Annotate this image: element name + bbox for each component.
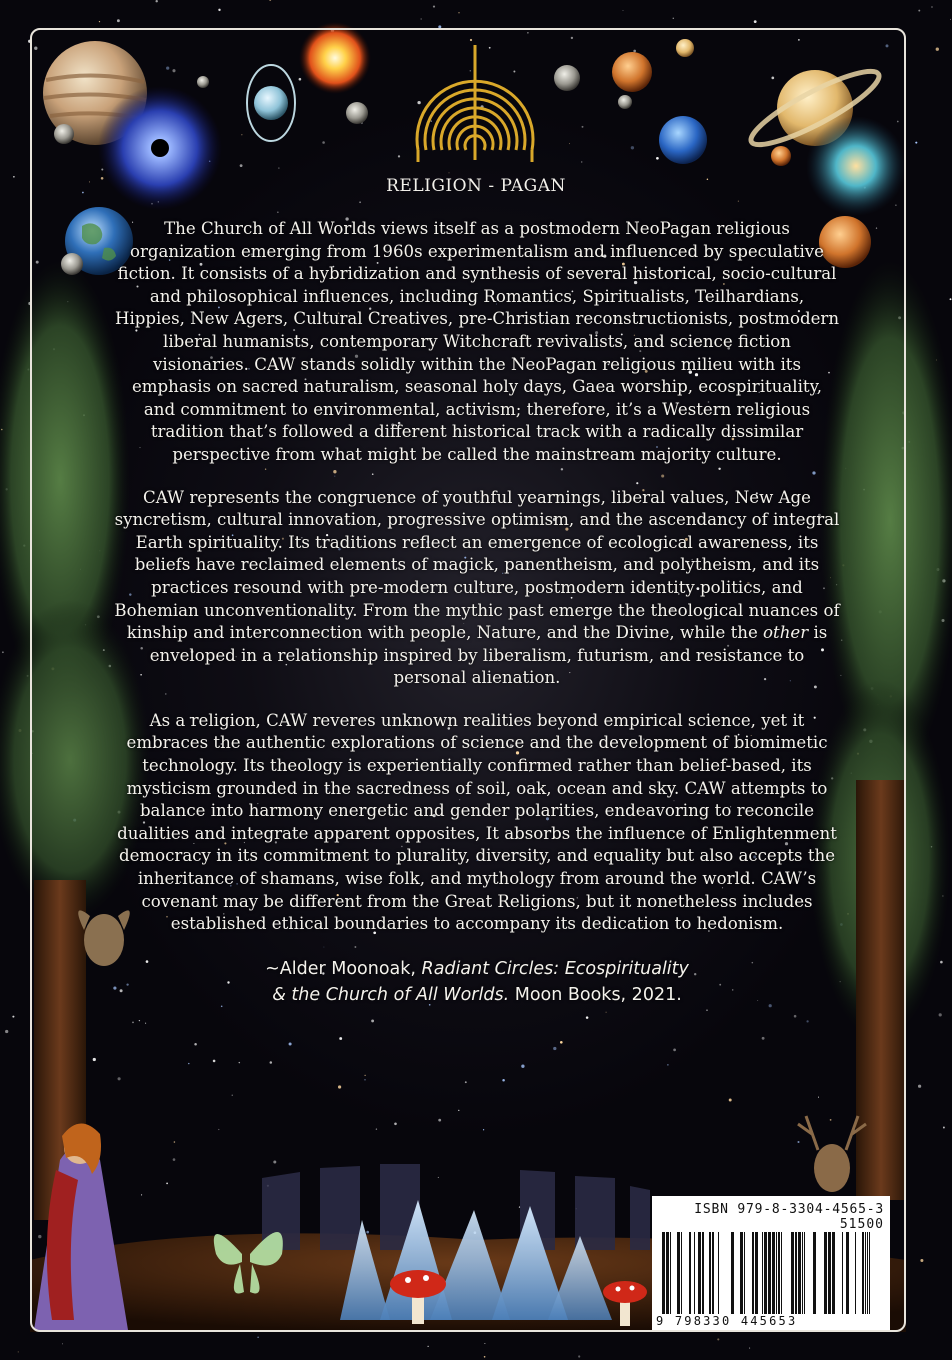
barcode-bar <box>681 1232 682 1314</box>
barcode-bar <box>795 1232 797 1314</box>
barcode-bar <box>712 1232 714 1314</box>
isbn-barcode <box>652 1196 890 1330</box>
barcode-bar <box>762 1232 763 1314</box>
blurb <box>114 218 840 1008</box>
barcode-bar <box>781 1232 782 1314</box>
isbn-text: ISBN 979-8-3304-4565-3 <box>694 1202 884 1217</box>
citation-title-line1: Radiant Circles: Ecospirituality <box>421 958 689 979</box>
barcode-bar <box>752 1232 754 1314</box>
barcode-bar <box>702 1232 704 1314</box>
barcode-bar <box>828 1232 831 1314</box>
barcode-bar <box>694 1232 695 1314</box>
barcode-bar <box>832 1232 835 1314</box>
citation-publisher: Moon Books, 2021. <box>514 984 682 1005</box>
barcode-bars <box>662 1232 880 1314</box>
barcode-bar <box>842 1232 843 1314</box>
barcode-bar <box>768 1232 771 1314</box>
barcode-bar <box>798 1232 801 1314</box>
barcode-bar <box>764 1232 767 1314</box>
blurb-paragraph-2-tail: is enveloped in a relationship inspired by liberalism, futurism, and resistance to personal alienation. <box>149 623 828 688</box>
barcode-bar <box>677 1232 680 1314</box>
barcode-bar <box>744 1232 745 1314</box>
ean-digits: 9 798330 445653 <box>656 1314 798 1328</box>
citation-author: ~Alder Moonoak, <box>265 958 416 979</box>
barcode-bar <box>662 1232 665 1314</box>
barcode-bar <box>791 1232 794 1314</box>
barcode-bar <box>698 1232 701 1314</box>
citation-title-line2: & the Church of All Worlds. <box>272 984 510 1005</box>
barcode-bar <box>862 1232 864 1314</box>
citation <box>114 956 840 1008</box>
barcode-bar <box>740 1232 743 1314</box>
price-code: 51500 <box>839 1217 884 1232</box>
barcode-bar <box>824 1232 827 1314</box>
barcode-bar <box>776 1232 777 1314</box>
blurb-paragraph-1: The Church of All Worlds views itself as a postmodern NeoPagan religious organization emerging from 1960s experimentalism and influenced by speculative fiction. It consists of a hybridization and synthesis of several historical, socio-cultural and philosophical influences, including Romantics, Spiritualists, Teilhardians, Hippies, New Agers, Cultural Creatives, pre-Christian reconstructionists, postmodern liberal humanists, contemporary Witchcraft revivalists, and science fiction visionaries. CAW stands solidly within the NeoPagan religious milieu with its emphasis on sacred naturalism, seasonal holy days, Gaea worship, ecospirituality, and commitment to environmental, activism; therefore, it’s a Western religious tradition that’s followed a different historical track with a radically dissimilar perspective from what might be called the mainstream majority culture. <box>114 219 840 464</box>
barcode-bar <box>813 1232 816 1314</box>
barcode-bar <box>846 1232 849 1314</box>
blurb-paragraph-2 <box>114 487 840 690</box>
barcode-bar <box>804 1232 805 1314</box>
barcode-bar <box>670 1232 671 1314</box>
barcode-bar <box>718 1232 719 1314</box>
barcode-bar <box>865 1232 866 1314</box>
barcode-bar <box>666 1232 669 1314</box>
barcode-bar <box>802 1232 803 1314</box>
blurb-paragraph-3: As a religion, CAW reveres unknown realities beyond empirical science, yet it embraces the authentic explorations of science and the development of biomimetic technology. Its theology is experientially confirmed rather than belief-based, its mysticism grounded in the sacredness of soil, oak, ocean and sky. CAW attempts to balance into harmony energetic and gender polarities, endeavoring to reconcile dualities and integrate apparent opposites, It absorbs the influence of Enlightenment democracy in its commitment to plurality, diversity, and equality but also accepts the inheritance of shamans, wise folk, and mythology from around the world. CAW’s covenant may be different from the Great Religions, but it nonetheless includes established ethical boundaries to accompany its dedication to hedonism. <box>117 710 837 934</box>
barcode-bar <box>731 1232 734 1314</box>
barcode-bar <box>755 1232 758 1314</box>
blurb-paragraph-2-italic: other <box>763 623 809 643</box>
barcode-bar <box>689 1232 691 1314</box>
barcode-bar <box>867 1232 868 1314</box>
blurb-paragraph-2-text: CAW represents the congruence of youthful yearnings, liberal values, New Age syncretism, cultural innovation, progressive optimism, and the ascendancy of integral Earth spirituality. Its traditions reflect an emergence of ecological awareness, its beliefs have reclaimed elements of magick, panentheism, and polytheism, and its practices resound with pre-modern culture, postmodern identity politics, and Bohemian unconventionality. From the mythic past emerge the theological nuances of kinship and interconnection with people, Nature, and the Divine, while the <box>114 487 840 643</box>
barcode-bar <box>869 1232 870 1314</box>
barcode-bar <box>778 1232 780 1314</box>
barcode-bar <box>772 1232 775 1314</box>
barcode-bar <box>855 1232 856 1314</box>
barcode-bar <box>709 1232 711 1314</box>
genre-label: RELIGION - PAGAN <box>386 176 566 196</box>
